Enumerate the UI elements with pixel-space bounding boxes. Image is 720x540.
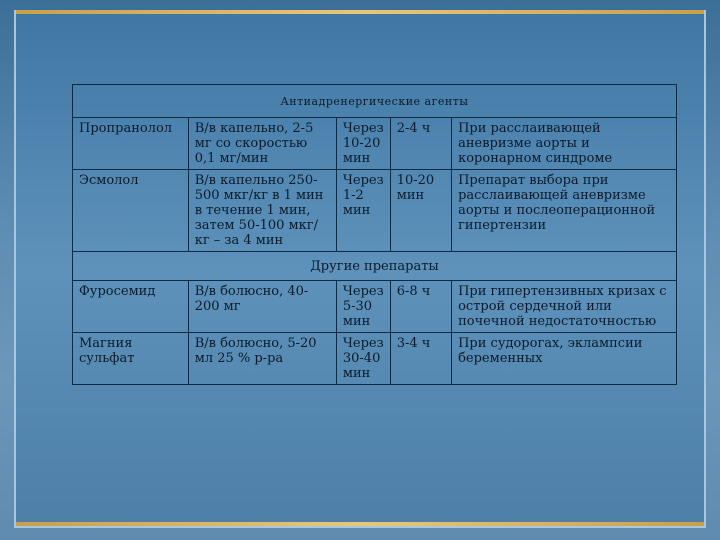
drug-indication: При расслаивающей аневризме аорты и коронарном синдроме xyxy=(452,118,677,170)
drug-duration: 3-4 ч xyxy=(390,333,451,385)
top-accent-stripe xyxy=(16,10,704,14)
drug-name: Пропранолол xyxy=(73,118,189,170)
drug-dose: В/в болюсно, 40-200 мг xyxy=(188,281,336,333)
drug-dose: В/в капельно 250-500 мкг/кг в 1 мин в течение 1 мин, затем 50-100 мкг/кг – за 4 мин xyxy=(188,170,336,252)
table-row xyxy=(73,118,677,170)
drug-duration: 6-8 ч xyxy=(390,281,451,333)
drug-onset: Через 30-40 мин xyxy=(336,333,390,385)
drug-onset: Через 5-30 мин xyxy=(336,281,390,333)
section-row xyxy=(73,252,677,281)
drug-onset: Через 10-20 мин xyxy=(336,118,390,170)
drug-duration: 2-4 ч xyxy=(390,118,451,170)
table-row xyxy=(73,333,677,385)
table-row xyxy=(73,281,677,333)
drug-dose: В/в капельно, 2-5 мг со скоростью 0,1 мг/мин xyxy=(188,118,336,170)
section-title: Другие препараты xyxy=(73,252,677,281)
table-row xyxy=(73,170,677,252)
bottom-accent-stripe xyxy=(16,522,704,526)
drug-duration: 10-20 мин xyxy=(390,170,451,252)
drug-onset: Через 1-2 мин xyxy=(336,170,390,252)
drug-indication: Препарат выбора при расслаивающей аневризме аорты и послеоперационной гипертензии xyxy=(452,170,677,252)
table-title: Антиадренергические агенты xyxy=(73,85,677,118)
drug-name: Фуросемид xyxy=(73,281,189,333)
table-header-row xyxy=(73,85,677,118)
drug-name: Магния сульфат xyxy=(73,333,189,385)
drug-name: Эсмолол xyxy=(73,170,189,252)
drug-indication: При судорогах, эклампсии беременных xyxy=(452,333,677,385)
drug-table xyxy=(72,84,677,385)
drug-indication: При гипертензивных кризах с острой сердечной или почечной недостаточностью xyxy=(452,281,677,333)
drug-dose: В/в болюсно, 5-20 мл 25 % р-ра xyxy=(188,333,336,385)
